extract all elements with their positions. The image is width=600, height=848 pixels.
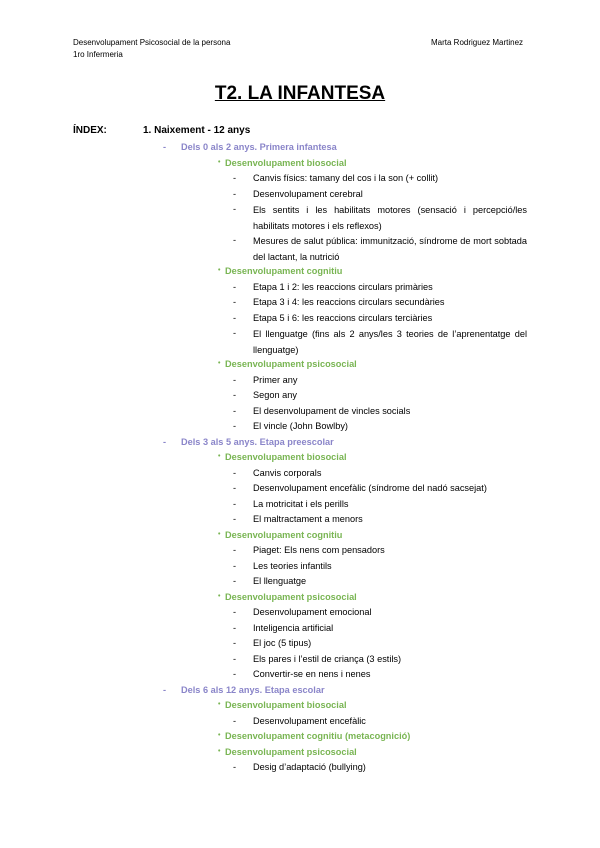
- bullet-icon: •: [218, 267, 221, 274]
- list-item-text: El vincle (John Bowlby): [253, 421, 348, 431]
- section-label: Desenvolupament cognitiu: [225, 529, 343, 540]
- section-label: Desenvolupament psicosocial: [225, 359, 357, 369]
- bullet-icon: •: [218, 158, 221, 166]
- section-label: Desenvolupament biosocial: [225, 157, 347, 168]
- section-heading: [218, 746, 357, 758]
- age-group-heading: [163, 436, 334, 448]
- dash-bullet: -: [233, 173, 237, 183]
- section-heading: [218, 591, 357, 603]
- chapter-heading: 1. Naixement - 12 anys: [143, 125, 251, 136]
- list-item-text: Canvis físics: tamany del cos i la son (+ collit): [253, 173, 439, 183]
- bullet-icon: •: [218, 701, 221, 708]
- section-label: Desenvolupament psicosocial: [225, 746, 357, 757]
- dash-bullet: -: [233, 467, 237, 478]
- dash-bullet: -: [233, 498, 237, 509]
- list-item-text: Desig d’adaptació (bullying): [253, 762, 366, 772]
- list-item-text: Etapa 5 i 6: les reaccions circulars terciàries: [253, 312, 433, 323]
- dash-bullet: -: [233, 638, 237, 648]
- list-item-text: Segon any: [253, 390, 297, 400]
- section-label: Desenvolupament biosocial: [225, 452, 347, 462]
- list-item-text: Primer any: [253, 374, 298, 385]
- list-item-text: Desenvolupament encefàlic (síndrome del nadó sacsejat): [253, 483, 487, 493]
- header-course: Desenvolupament Psicosocial de la persona: [73, 38, 231, 47]
- list-item-text: Els pares i l’estil de criança (3 estils): [253, 653, 402, 664]
- dash-bullet: -: [233, 545, 237, 555]
- header-author: Marta Rodriguez Martinez: [431, 38, 524, 47]
- section-label: Desenvolupament cognitiu (metacognició): [225, 731, 411, 741]
- page-title: T2. LA INFANTESA: [214, 83, 386, 104]
- section-heading: [218, 730, 410, 742]
- dash-bullet: -: [233, 281, 237, 292]
- age-group-label: Dels 3 als 5 anys. Etapa preescolar: [181, 436, 334, 447]
- dash-bullet: -: [233, 374, 237, 385]
- list-item-text: Desenvolupament cerebral: [253, 188, 363, 199]
- dash-bullet: -: [233, 421, 237, 431]
- age-group-label: Dels 0 als 2 anys. Primera infantesa: [181, 142, 337, 152]
- list-item-text: Inteligencia artificial: [253, 622, 334, 633]
- list-item-text: El llenguatge (fins als 2 anys/les 3 teories de l’aprenentatge del llenguatge): [253, 329, 527, 355]
- dash-bullet: -: [233, 560, 237, 571]
- bullet-icon: •: [218, 530, 221, 538]
- list-item-text: Etapa 1 i 2: les reaccions circulars primàries: [253, 281, 433, 292]
- list-item-text: Desenvolupament encefàlic: [253, 715, 366, 726]
- section-heading: [218, 699, 347, 711]
- dash-bullet: -: [233, 328, 237, 338]
- dash-bullet: -: [233, 715, 237, 726]
- dash-bullet: -: [233, 188, 237, 199]
- section-heading: [218, 358, 357, 370]
- list-item-text: Els sentits i les habilitats motores (sensació i percepció/les habilitats motores i els reflexos): [253, 205, 527, 231]
- dash-bullet: -: [233, 235, 237, 245]
- section-heading: [218, 529, 342, 541]
- age-group-label: Dels 6 als 12 anys. Etapa escolar: [181, 684, 325, 695]
- dash-bullet: -: [233, 576, 237, 586]
- bullet-icon: •: [218, 360, 221, 367]
- section-label: Desenvolupament biosocial: [225, 700, 347, 710]
- list-item-text: Piaget: Els nens com pensadors: [253, 545, 385, 555]
- section-heading: [218, 157, 347, 169]
- list-item-text: El joc (5 tipus): [253, 638, 312, 648]
- dash-bullet: -: [163, 142, 167, 152]
- dash-bullet: -: [233, 653, 237, 664]
- index-label: ÍNDEX:: [73, 125, 107, 136]
- section-heading: [218, 265, 342, 277]
- dash-bullet: -: [233, 514, 237, 524]
- bullet-icon: •: [218, 732, 221, 739]
- dash-bullet: -: [233, 312, 237, 323]
- list-item-text: Mesures de salut pública: immunització, síndrome de mort sobtada del lactant, la nutrició: [253, 236, 527, 262]
- dash-bullet: -: [233, 622, 237, 633]
- list-item-text: El llenguatge: [253, 576, 307, 586]
- header-program: 1ro Infermeria: [73, 50, 123, 59]
- section-label: Desenvolupament cognitiu: [225, 266, 343, 276]
- section-heading: [218, 451, 347, 463]
- list-item-text: Convertir-se en nens i nenes: [253, 669, 371, 679]
- list-item-text: Canvis corporals: [253, 467, 322, 478]
- dash-bullet: -: [233, 669, 237, 679]
- bullet-icon: •: [218, 592, 221, 600]
- list-item-text: El desenvolupament de vincles socials: [253, 405, 411, 416]
- list-item-text: La motricitat i els perills: [253, 498, 349, 509]
- dash-bullet: -: [163, 436, 167, 447]
- age-group-heading: [163, 141, 337, 153]
- dash-bullet: -: [233, 607, 237, 617]
- list-item-text: Etapa 3 i 4: les reaccions circulars secundàries: [253, 297, 445, 307]
- dash-bullet: -: [233, 762, 237, 772]
- dash-bullet: -: [233, 204, 237, 214]
- section-label: Desenvolupament psicosocial: [225, 591, 357, 602]
- dash-bullet: -: [233, 405, 237, 416]
- list-item-text: Les teories infantils: [253, 560, 332, 571]
- dash-bullet: -: [233, 390, 237, 400]
- bullet-icon: •: [218, 747, 221, 755]
- age-group-heading: [163, 684, 325, 696]
- list-item-text: Desenvolupament emocional: [253, 607, 372, 617]
- bullet-icon: •: [218, 453, 221, 460]
- dash-bullet: -: [163, 684, 167, 695]
- dash-bullet: -: [233, 297, 237, 307]
- list-item-text: El maltractament a menors: [253, 514, 363, 524]
- dash-bullet: -: [233, 483, 237, 493]
